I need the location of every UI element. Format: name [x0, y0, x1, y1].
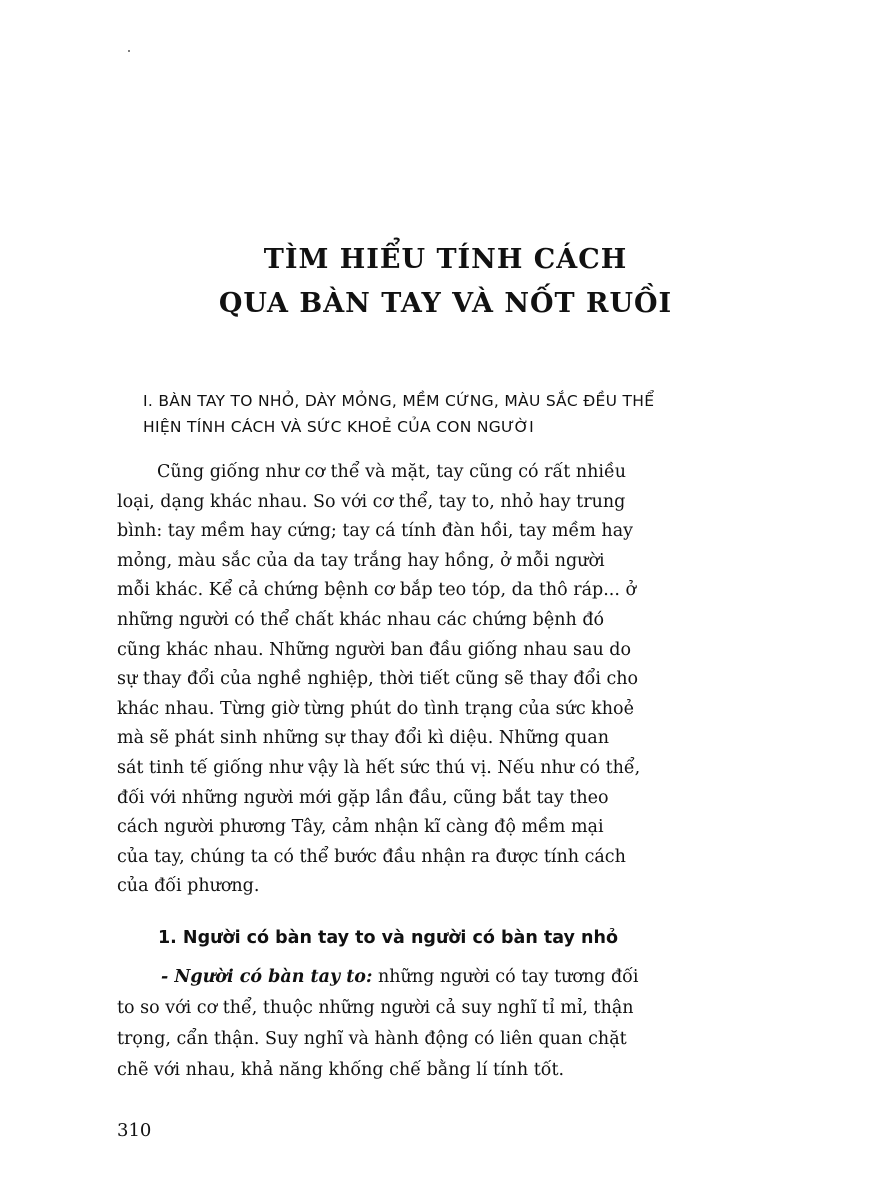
section-heading	[143, 388, 763, 440]
body-line: khác nhau. Từng giờ từng phút do tình trạng của sức khoẻ	[117, 698, 634, 719]
subsection-lead-term: - Người có bàn tay to:	[161, 967, 373, 987]
section-heading-line-1: I. BÀN TAY TO NHỎ, DÀY MỎNG, MỀM CỨNG, MÀU SẮC ĐỀU THỂ	[143, 392, 655, 410]
body-line: mỏng, màu sắc của da tay trắng hay hồng, ở mỗi người	[117, 550, 605, 571]
subsection-paragraph	[117, 962, 757, 1086]
scan-speck	[128, 50, 130, 52]
body-line: mà sẽ phát sinh những sự thay đổi kì diệu. Những quan	[117, 728, 609, 749]
subsection-line: trọng, cẩn thận. Suy nghĩ và hành động có liên quan chặt	[117, 1029, 627, 1049]
body-line: của tay, chúng ta có thể bước đầu nhận ra được tính cách	[117, 846, 626, 867]
body-line: cách người phương Tây, cảm nhận kĩ càng độ mềm mại	[117, 817, 604, 838]
body-line: loại, dạng khác nhau. So với cơ thể, tay to, nhỏ hay trung	[117, 491, 626, 512]
subsection-first-line	[117, 962, 757, 993]
subsection-heading: 1. Người có bàn tay to và người có bàn tay nhỏ	[158, 928, 618, 948]
body-line: Cũng giống như cơ thể và mặt, tay cũng có rất nhiều	[157, 462, 626, 482]
chapter-title-line-1: TÌM HIỂU TÍNH CÁCH	[263, 244, 628, 275]
body-line: mỗi khác. Kể cả chứng bệnh cơ bắp teo tóp, da thô ráp... ở	[117, 580, 637, 601]
body-line: những người có thể chất khác nhau các chứng bệnh đó	[117, 609, 605, 630]
body-line: bình: tay mềm hay cứng; tay cá tính đàn hồi, tay mềm hay	[117, 521, 634, 542]
chapter-title-line-2: QUA BÀN TAY VÀ NỐT RUỒI	[218, 288, 673, 319]
body-line: đối với những người mới gặp lần đầu, cũng bắt tay theo	[117, 787, 609, 808]
body-line: của đối phương.	[117, 876, 260, 897]
subsection-line: to so với cơ thể, thuộc những người cả suy nghĩ tỉ mỉ, thận	[117, 998, 634, 1018]
subsection-line: chẽ với nhau, khả năng khống chế bằng lí tính tốt.	[117, 1060, 565, 1080]
section-heading-line-2: HIỆN TÍNH CÁCH VÀ SỨC KHOẺ CỦA CON NGƯỜI	[143, 418, 534, 436]
page-number: 310	[117, 1120, 152, 1141]
body-line: sự thay đổi của nghề nghiệp, thời tiết cũng sẽ thay đổi cho	[117, 669, 639, 690]
subsection-first-line-rest: những người có tay tương đối	[372, 967, 639, 987]
body-paragraph	[117, 458, 737, 902]
body-line: cũng khác nhau. Những người ban đầu giống nhau sau do	[117, 639, 632, 660]
body-line: sát tinh tế giống như vậy là hết sức thú vị. Nếu như có thể,	[117, 757, 641, 778]
